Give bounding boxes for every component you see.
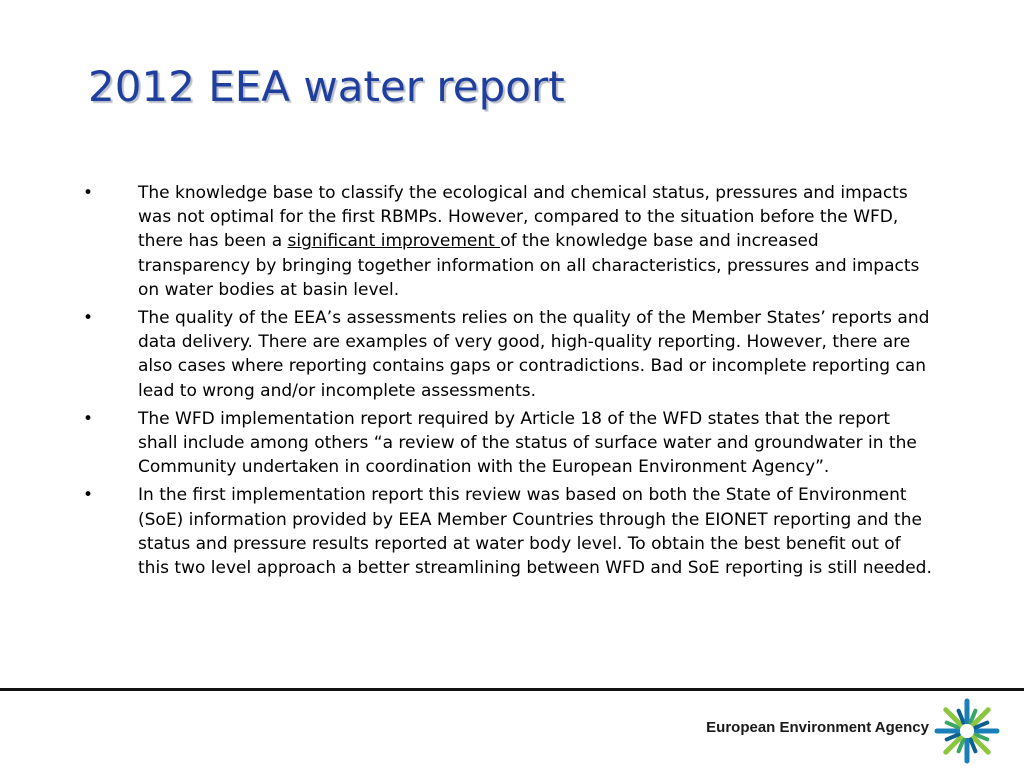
bullet-item	[83, 181, 933, 302]
footer-divider	[0, 688, 1024, 691]
bullet-text: The quality of the EEA’s assessments relies on the quality of the Member States’ reports and data delivery. There are examples of very good, high-quality reporting. However, there are also cases where reporting contains gaps or contradictions. Bad or incomplete reporting can lead to wrong and/or incomplete assessments.	[138, 308, 930, 401]
bullet-item	[83, 306, 933, 403]
slide-title: 2012 EEA water report	[88, 62, 565, 111]
bullet-text: In the first implementation report this review was based on both the State of Environment (SoE) information provided by EEA Member Countries through the EIONET reporting and the status and pressure results reported at water body level. To obtain the best benefit out of this two level approach a better streamlining between WFD and SoE reporting is still needed.	[138, 485, 932, 579]
logo-center	[960, 724, 974, 738]
bullet-list	[83, 181, 933, 584]
bullet-text: of the knowledge base and increased transparency by bringing together information on all characteristics, pressures and impacts on water bodies at basin level.	[138, 231, 920, 300]
bullet-marker: •	[83, 183, 94, 203]
underlined-phrase: significant improvement	[287, 231, 501, 252]
bullet-item	[83, 483, 933, 580]
bullet-marker: •	[83, 408, 94, 429]
bullet-text: The knowledge base to classify the ecological and chemical status, pressures and impacts was not optimal for the first RBMPs. However, compared to the situation before the WFD, there has been a	[138, 183, 908, 252]
footer-org-name: European Environment Agency	[706, 719, 929, 736]
bullet-marker: •	[83, 308, 94, 329]
bullet-marker: •	[83, 485, 94, 506]
eea-logo-icon	[934, 698, 1000, 764]
bullet-item	[83, 407, 933, 480]
bullet-text: The WFD implementation report required by Article 18 of the WFD states that the report shall include among others “a review of the status of surface water and groundwater in the Community undertaken in coordination with the European Environment Agency”.	[138, 408, 917, 478]
